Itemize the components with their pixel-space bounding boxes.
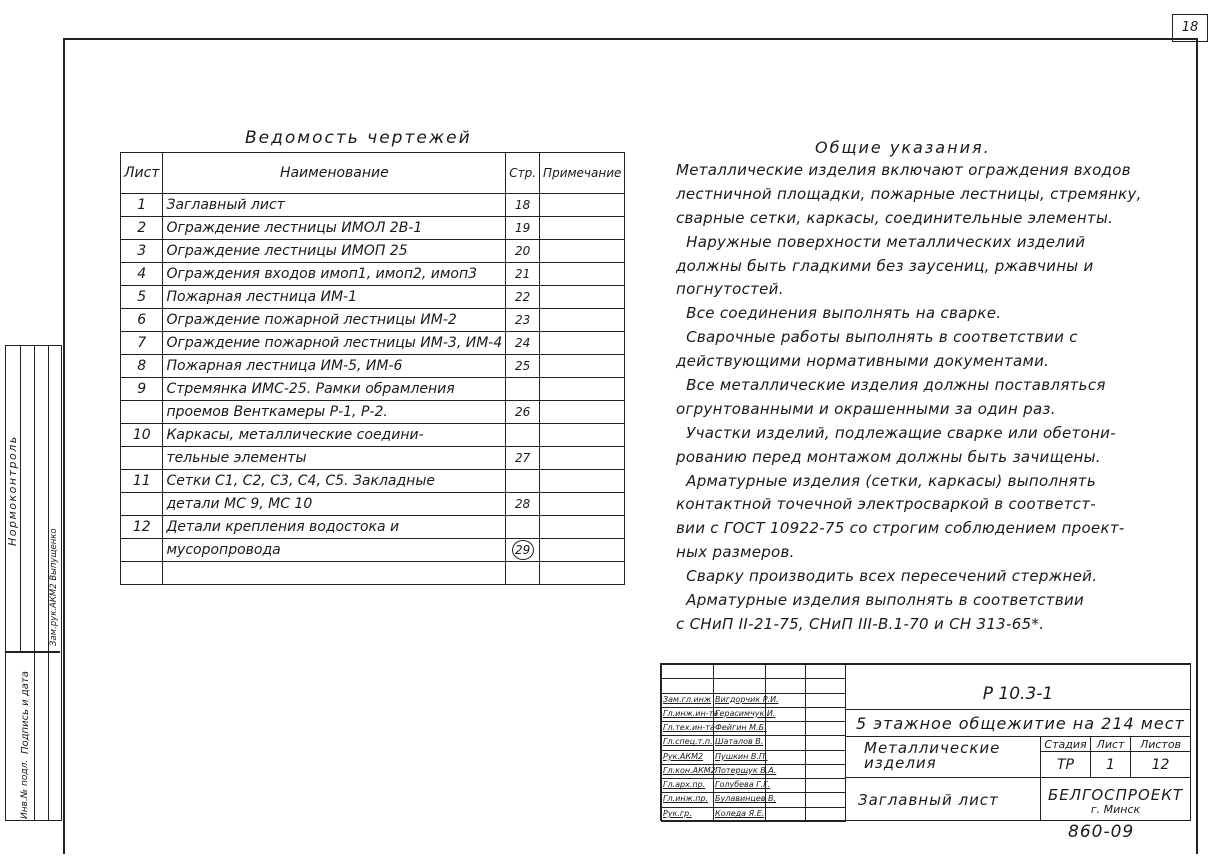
note-cell bbox=[540, 217, 625, 240]
name-cell-text: Пожарная лестница ИМ-1 bbox=[166, 289, 357, 305]
signer-role: Гл.инж.ин-та bbox=[661, 707, 714, 722]
name-cell bbox=[163, 378, 506, 401]
date-cell bbox=[661, 664, 714, 679]
note-line: Сварку производить всех пересечений стержней. bbox=[676, 567, 1098, 586]
note-cell bbox=[540, 539, 625, 562]
header-name: Наименование bbox=[163, 153, 506, 194]
signer-name: Вигдорчик Р.И. bbox=[713, 693, 766, 708]
note-cell bbox=[540, 332, 625, 355]
sheet-cell-text: 8 bbox=[137, 358, 147, 374]
date-cell bbox=[805, 693, 846, 708]
sheet-cell bbox=[121, 447, 163, 470]
date-cell bbox=[805, 807, 846, 822]
table-row bbox=[121, 217, 625, 240]
name-cell-text: проемов Венткамеры Р-1, Р-2. bbox=[166, 404, 388, 420]
page-cell-text: 29 bbox=[512, 540, 534, 560]
note-line: сварные сетки, каркасы, соединительные элементы. bbox=[676, 208, 1114, 227]
note-cell bbox=[540, 240, 625, 263]
sheet-cell-text: 12 bbox=[132, 519, 151, 535]
date-cell bbox=[805, 707, 846, 722]
name-cell bbox=[163, 401, 506, 424]
sheet-cell bbox=[121, 562, 163, 585]
name-cell bbox=[163, 217, 506, 240]
sheet-value: 1 bbox=[1090, 751, 1131, 778]
sheet-title: Заглавный лист bbox=[845, 777, 1041, 821]
name-cell bbox=[163, 240, 506, 263]
note-cell bbox=[540, 447, 625, 470]
signer-role: Рук.гр. bbox=[661, 807, 714, 822]
drawing-list-title: Ведомость чертежей bbox=[245, 128, 472, 148]
header-page: Стр. bbox=[506, 153, 540, 194]
table-header bbox=[121, 153, 625, 194]
name-cell bbox=[163, 470, 506, 493]
page-cell bbox=[506, 424, 540, 447]
general-notes-title: Общие указания. bbox=[815, 138, 991, 157]
note-line: Металлические изделия включают ограждения входов bbox=[676, 161, 1131, 179]
note-line: Арматурные изделия (сетки, каркасы) выполнять bbox=[676, 471, 1096, 490]
sheets-value: 12 bbox=[1130, 751, 1191, 778]
signer-name: Коледа Я.Е. bbox=[713, 807, 766, 822]
signer-role: Гл.тех.ин-та bbox=[661, 721, 714, 736]
date-cell bbox=[805, 664, 846, 679]
page-cell-text: 25 bbox=[515, 359, 531, 373]
name-cell-text: Стремянка ИМС-25. Рамки обрамления bbox=[166, 381, 455, 397]
page-cell bbox=[506, 447, 540, 470]
page-cell-text: 22 bbox=[515, 290, 531, 304]
sheet-cell-text: 10 bbox=[132, 427, 151, 443]
name-cell-text: Ограждение лестницы ИМОП 25 bbox=[166, 243, 408, 259]
table-row bbox=[121, 263, 625, 286]
table-row bbox=[121, 516, 625, 539]
sheet-cell bbox=[121, 401, 163, 424]
norm-control-label: Нормоконтроль bbox=[6, 435, 19, 546]
signature-cell bbox=[765, 707, 806, 722]
norm-control-signer: Зам.рук.АКМ2 Выпущенко bbox=[49, 528, 59, 646]
page-cell-text: 19 bbox=[515, 221, 531, 235]
page-cell bbox=[506, 378, 540, 401]
page-cell-text: 26 bbox=[515, 405, 531, 419]
page-cell bbox=[506, 240, 540, 263]
name-cell-text: детали МС 9, МС 10 bbox=[166, 496, 313, 512]
note-cell bbox=[540, 516, 625, 539]
organization-city: г. Минск bbox=[1090, 803, 1141, 816]
page-cell-text: 23 bbox=[515, 313, 531, 327]
note-line: действующими нормативными документами. bbox=[676, 352, 1050, 371]
table-row bbox=[121, 309, 625, 332]
signer-name: Герасимчук И. bbox=[713, 707, 766, 722]
sheet-cell bbox=[121, 378, 163, 401]
note-cell bbox=[540, 263, 625, 286]
signer-name: Фейгин М.Б. bbox=[713, 721, 766, 736]
name-cell bbox=[163, 562, 506, 585]
sheet-cell-text: 1 bbox=[137, 197, 147, 213]
date-cell bbox=[805, 792, 846, 807]
date-cell bbox=[805, 735, 846, 750]
name-cell-text: Детали крепления водостока и bbox=[166, 519, 400, 535]
note-line: Все соединения выполнять на сварке. bbox=[676, 304, 1002, 323]
note-line: ных размеров. bbox=[676, 543, 795, 562]
signature-cell bbox=[765, 778, 806, 793]
sheets-label: Листов bbox=[1130, 736, 1191, 752]
page-cell bbox=[506, 217, 540, 240]
signature-cell bbox=[765, 693, 806, 708]
signature-cell bbox=[765, 721, 806, 736]
signature-cell bbox=[765, 678, 806, 693]
note-line: лестничной площадки, пожарные лестницы, стремянку, bbox=[676, 184, 1142, 203]
sheet-cell-text: 2 bbox=[137, 220, 147, 236]
signature-cell bbox=[765, 750, 806, 765]
sheet-cell bbox=[121, 263, 163, 286]
signer-role: Зам.гл.инж bbox=[661, 693, 714, 708]
date-cell bbox=[805, 678, 846, 693]
name-cell bbox=[163, 309, 506, 332]
page-cell-text: 27 bbox=[515, 451, 531, 465]
note-line: Все металлические изделия должны поставляться bbox=[676, 376, 1106, 395]
page-cell bbox=[506, 562, 540, 585]
table-row bbox=[121, 378, 625, 401]
note-line: погнутостей. bbox=[676, 280, 784, 299]
sheet-cell bbox=[121, 470, 163, 493]
note-cell bbox=[540, 286, 625, 309]
note-cell bbox=[540, 562, 625, 585]
sheet-cell-text: 11 bbox=[132, 473, 151, 489]
note-cell bbox=[540, 309, 625, 332]
stage-value: ТР bbox=[1040, 751, 1091, 778]
date-cell bbox=[805, 721, 846, 736]
page-cell bbox=[506, 539, 540, 562]
signer-name: Потерщук В.А. bbox=[713, 764, 766, 779]
name-cell-text: Ограждение пожарной лестницы ИМ-2 bbox=[166, 312, 457, 328]
signature-cell bbox=[765, 807, 806, 822]
signer-role: Рук.АКМ2 bbox=[661, 750, 714, 765]
name-cell bbox=[163, 447, 506, 470]
page-cell bbox=[506, 516, 540, 539]
name-cell-text: Сетки С1, С2, С3, С4, С5. Закладные bbox=[166, 473, 435, 489]
name-cell bbox=[163, 493, 506, 516]
page-cell-text: 21 bbox=[515, 267, 531, 281]
page-cell bbox=[506, 309, 540, 332]
note-line: рованию перед монтажом должны быть зачищены. bbox=[676, 447, 1101, 466]
name-cell bbox=[163, 424, 506, 447]
page-cell bbox=[506, 332, 540, 355]
name-cell bbox=[163, 263, 506, 286]
name-cell bbox=[163, 539, 506, 562]
table-row bbox=[121, 286, 625, 309]
date-cell bbox=[805, 778, 846, 793]
sheet-label: Лист bbox=[1090, 736, 1131, 752]
page-cell bbox=[506, 493, 540, 516]
drawing-list-table bbox=[120, 152, 625, 585]
table-row bbox=[121, 562, 625, 585]
signature-cell bbox=[765, 735, 806, 750]
date-cell bbox=[805, 750, 846, 765]
signature-cell bbox=[765, 764, 806, 779]
note-line: Сварочные работы выполнять в соответствии с bbox=[676, 328, 1078, 347]
signer-name: Голубева Г.Г. bbox=[713, 778, 766, 793]
organization-name: БЕЛГОСПРОЕКТ bbox=[1047, 786, 1184, 804]
stage-label: Стадия bbox=[1040, 736, 1091, 752]
name-cell-text: Ограждение лестницы ИМОЛ 2В-1 bbox=[166, 220, 423, 236]
sheet-cell-text: 3 bbox=[137, 243, 147, 259]
note-cell bbox=[540, 378, 625, 401]
table-row bbox=[121, 332, 625, 355]
table-row bbox=[121, 539, 625, 562]
general-notes bbox=[676, 158, 1186, 636]
name-cell bbox=[163, 194, 506, 217]
date-cell bbox=[805, 764, 846, 779]
note-line: с СНиП II-21-75, СНиП III-В.1-70 и СН 313-65*. bbox=[676, 614, 1045, 633]
name-cell bbox=[163, 286, 506, 309]
sheet-cell bbox=[121, 332, 163, 355]
name-cell-text: тельные элементы bbox=[166, 450, 307, 466]
sheet-cell-text: 9 bbox=[137, 381, 147, 397]
name-cell bbox=[163, 516, 506, 539]
signer-name: Пушкин В.П. bbox=[713, 750, 766, 765]
table-row bbox=[121, 194, 625, 217]
sheet-cell bbox=[121, 286, 163, 309]
page-cell bbox=[506, 286, 540, 309]
note-cell bbox=[540, 355, 625, 378]
note-cell bbox=[540, 493, 625, 516]
sheet-cell-text: 6 bbox=[137, 312, 147, 328]
table-row bbox=[121, 470, 625, 493]
section-name: Металлические изделия bbox=[845, 736, 1041, 778]
signer-role: Гл.арх.пр. bbox=[661, 778, 714, 793]
page-cell bbox=[506, 401, 540, 424]
table-row bbox=[121, 447, 625, 470]
note-cell bbox=[540, 470, 625, 493]
note-line: Арматурные изделия выполнять в соответствии bbox=[676, 591, 1085, 610]
sheet-cell bbox=[121, 355, 163, 378]
name-cell bbox=[163, 332, 506, 355]
archive-number: 860-09 bbox=[1068, 822, 1135, 842]
signer-role: Гл.инж.пр. bbox=[661, 792, 714, 807]
inventory-number-label: Инв.№ подл. bbox=[20, 759, 30, 819]
name-cell bbox=[163, 355, 506, 378]
note-cell bbox=[540, 194, 625, 217]
signer-name: Шаталов В. bbox=[713, 735, 766, 750]
sheet-cell bbox=[121, 424, 163, 447]
signature-cell bbox=[765, 792, 806, 807]
page-cell-text: 18 bbox=[515, 198, 531, 212]
header-sheet: Лист bbox=[121, 153, 163, 194]
page-cell bbox=[506, 470, 540, 493]
page-cell-text: 20 bbox=[515, 244, 531, 258]
page-cell bbox=[506, 355, 540, 378]
sheet-cell-text: 4 bbox=[137, 266, 147, 282]
table-row bbox=[121, 240, 625, 263]
title-block bbox=[660, 663, 1191, 821]
name-cell-text: Ограждения входов имоп1, имоп2, имоп3 bbox=[166, 266, 478, 282]
note-line: огрунтованными и окрашенными за один раз. bbox=[676, 399, 1056, 418]
table-row bbox=[121, 355, 625, 378]
name-cell-text: Каркасы, металлические соедини- bbox=[166, 427, 424, 443]
sheet-cell-text: 5 bbox=[137, 289, 147, 305]
date-cell bbox=[661, 678, 714, 693]
sheet-cell bbox=[121, 516, 163, 539]
note-line: должны быть гладкими без заусениц, ржавчины и bbox=[676, 256, 1094, 275]
name-cell-text: Пожарная лестница ИМ-5, ИМ-6 bbox=[166, 358, 403, 374]
note-line: контактной точечной электросваркой в соответст- bbox=[676, 495, 1096, 514]
page-cell bbox=[506, 263, 540, 286]
name-cell-text: мусоропровода bbox=[166, 542, 281, 558]
note-cell bbox=[540, 401, 625, 424]
sheet-cell bbox=[121, 240, 163, 263]
document-code: Р 10.3-1 bbox=[845, 664, 1191, 710]
date-cell bbox=[713, 678, 766, 693]
margin-stamp bbox=[5, 345, 62, 821]
sign-date-label: Подпись и дата bbox=[20, 671, 31, 754]
page-cell-text: 24 bbox=[515, 336, 531, 350]
sheet-cell bbox=[121, 309, 163, 332]
sheet-cell-text: 7 bbox=[137, 335, 147, 351]
signature-cell bbox=[765, 664, 806, 679]
name-cell-text: Ограждение пожарной лестницы ИМ-3, ИМ-4 bbox=[166, 335, 503, 351]
note-cell bbox=[540, 424, 625, 447]
signer-role: Гл.спец.т.п. bbox=[661, 735, 714, 750]
sheet-cell bbox=[121, 539, 163, 562]
page-cell bbox=[506, 194, 540, 217]
sheet-cell bbox=[121, 217, 163, 240]
organization bbox=[1040, 777, 1191, 821]
project-name: 5 этажное общежитие на 214 мест bbox=[845, 709, 1191, 737]
signer-name: Булавинцев В. bbox=[713, 792, 766, 807]
signer-role: Гл.кон.АКМ2 bbox=[661, 764, 714, 779]
table-row bbox=[121, 401, 625, 424]
table-row bbox=[121, 493, 625, 516]
header-note: Примечание bbox=[540, 153, 625, 194]
sheet-cell bbox=[121, 194, 163, 217]
note-line: Участки изделий, подлежащие сварке или обетони- bbox=[676, 423, 1116, 442]
page-number: 18 bbox=[1172, 14, 1208, 42]
date-cell bbox=[713, 664, 766, 679]
page-cell-text: 28 bbox=[515, 497, 531, 511]
sheet-cell bbox=[121, 493, 163, 516]
note-line: Наружные поверхности металлических изделий bbox=[676, 232, 1086, 251]
note-line: вии с ГОСТ 10922-75 со строгим соблюдением проект- bbox=[676, 519, 1125, 538]
table-row bbox=[121, 424, 625, 447]
name-cell-text: Заглавный лист bbox=[166, 197, 285, 213]
